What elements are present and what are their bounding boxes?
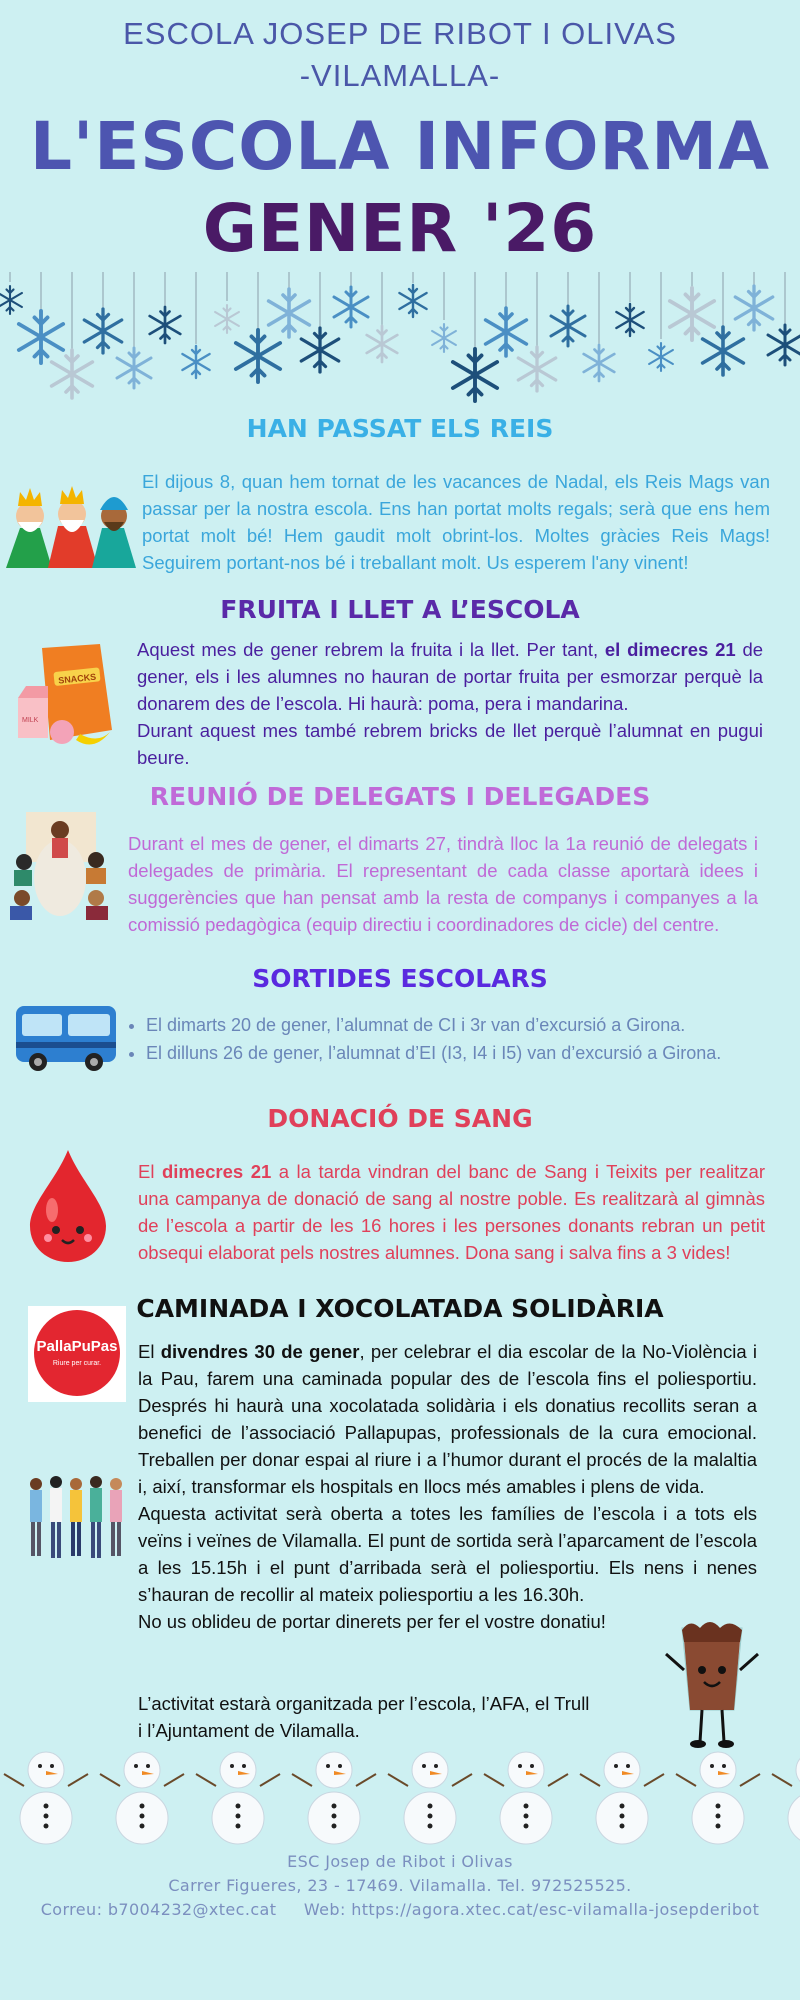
footer-contact <box>0 1898 800 1922</box>
sang-text-a: El <box>138 1161 162 1182</box>
footer-address: Carrer Figueres, 23 - 17469. Vilamalla. Tel. 972525525. <box>168 1876 632 1895</box>
sortides-list <box>124 1011 784 1067</box>
pallapupas-logo <box>28 1306 126 1402</box>
snowmen-row <box>0 1740 800 1850</box>
section-heading-sang: DONACIÓ DE SANG <box>267 1104 533 1133</box>
section-heading-caminada: CAMINADA I XOCOLATADA SOLIDÀRIA <box>136 1294 664 1323</box>
snacks-bag-icon <box>14 640 118 752</box>
svg-text:SNACKS: SNACKS <box>57 671 97 686</box>
caminada-paragraph <box>138 1338 757 1635</box>
section-heading-delegats: REUNIÓ DE DELEGATS I DELEGADES <box>149 782 651 811</box>
newsletter-title: L'ESCOLA INFORMA <box>29 108 771 185</box>
three-kings-icon <box>6 478 138 568</box>
caminada-text-d: No us oblideu de portar dinerets per fer el vostre donatiu! <box>138 1611 606 1632</box>
sang-date: dimecres 21 <box>161 1161 272 1182</box>
fruita-text-c: Durant aquest mes també rebrem bricks de llet perquè l’alumnat en pugui beure. <box>137 720 763 768</box>
bus-icon <box>14 998 118 1074</box>
caminada-text-e2: i l’Ajuntament de Vilamalla. <box>138 1720 360 1741</box>
caminada-date: divendres 30 de gener <box>160 1341 360 1362</box>
fruita-date: el dimecres 21 <box>604 639 736 660</box>
snowflake-garland <box>0 272 800 412</box>
hot-chocolate-mascot-icon <box>660 1614 764 1750</box>
caminada-text-a: El <box>138 1341 161 1362</box>
section-heading-reis: HAN PASSAT ELS REIS <box>246 414 554 443</box>
caminada-text-b: , per celebrar el dia escolar de la No-Violència i la Pau, farem una caminada popular des de l’escola fins el poliesportiu. Després hi haurà una xocolatada solidària i els donatius recollits seran a benefici de l’associació Pallapupas, professionals de la cura emocional. Treballen per donar espai al riure i a l’humor durant el procés de la malaltia i, així, transformar els hospitals en llocs més amables i plens de vida. <box>138 1341 758 1497</box>
footer-web-link[interactable]: Web: https://agora.xtec.cat/esc-vilamalla-josepderibot <box>303 1900 760 1919</box>
fruita-text-a: Aquest mes de gener rebrem la fruita i la llet. Per tant, <box>137 639 605 660</box>
fruita-paragraph <box>137 636 763 771</box>
list-item: • El dilluns 26 de gener, l’alumnat d’EI (I3, I4 i I5) van d’excursió a Girona. <box>146 1039 784 1067</box>
svg-text:MILK: MILK <box>22 717 39 724</box>
sang-paragraph <box>138 1158 765 1266</box>
reis-paragraph: El dijous 8, quan hem tornat de les vacances de Nadal, els Reis Mags van passar per la nostra escola. Ens han portat molts regals; serà que ens hem portat molt bé! Hem gaudit molt obrint-los. Moltes gràcies Reis Mags! Seguirem portant-nos bé i treballant molt. Us esperem l'any vinent! <box>142 471 770 573</box>
town-name: -VILAMALLA- <box>299 58 501 93</box>
section-heading-sortides: SORTIDES ESCOLARS <box>252 964 548 993</box>
logo-tagline: Riure per curar. <box>52 1360 102 1367</box>
sang-text-b: a la tarda vindran del banc de Sang i Teixits per realitzar una campanya de donació de sang al nostre poble. Es realitzarà al gimnàs de l’escola a partir de les 16 hores i les persones donants rebran un petit obsequi elaborat pels nostres alumnes. Dona sang i salva fins a 3 vides! <box>138 1161 766 1263</box>
caminada-organizers <box>138 1690 608 1744</box>
school-name: ESCOLA JOSEP DE RIBOT I OLIVAS <box>123 16 677 51</box>
meeting-table-icon <box>6 812 114 924</box>
fruita-text-b: de gener, els i les alumnes no hauran de portar fruita per esmorzar perquè la donarem des de l’escola. Hi haurà: poma, pera i mandarina. <box>137 639 764 714</box>
list-item: • El dimarts 20 de gener, l’alumnat de CI i 3r van d’excursió a Girona. <box>146 1011 784 1039</box>
logo-name: PallaPuPas <box>36 1338 118 1355</box>
walking-group-icon <box>24 1474 128 1566</box>
footer-school: ESC Josep de Ribot i Olivas <box>287 1852 513 1871</box>
caminada-text-c: Aquesta activitat serà oberta a totes les famílies de l’escola i a tots els veïns i veïnes de Vilamalla. El punt de sortida serà l’aparcament de l’escola a les 15.15h i el punt d’arribada serà el poliesportiu. Els nens i nenes s’hauran de recollir al mateix poliesportiu a les 16.30h. <box>138 1503 757 1605</box>
footer-email[interactable]: Correu: b7004232@xtec.cat <box>40 1900 277 1919</box>
newsletter-month: GENER '26 <box>202 190 598 267</box>
delegats-paragraph: Durant el mes de gener, el dimarts 27, tindrà lloc la 1a reunió de delegats i delegades de primària. El representant de cada classe aportarà idees i suggerències que han pensat amb la resta de companys i companyes a la comissió pedagògica (equip directiu i coordinadores de cicle) del centre. <box>128 833 758 935</box>
section-heading-fruita: FRUITA I LLET A L’ESCOLA <box>220 595 580 624</box>
blood-drop-icon <box>26 1148 110 1264</box>
caminada-text-e1: L’activitat estarà organitzada per l’escola, l’AFA, el Trull <box>138 1693 590 1714</box>
